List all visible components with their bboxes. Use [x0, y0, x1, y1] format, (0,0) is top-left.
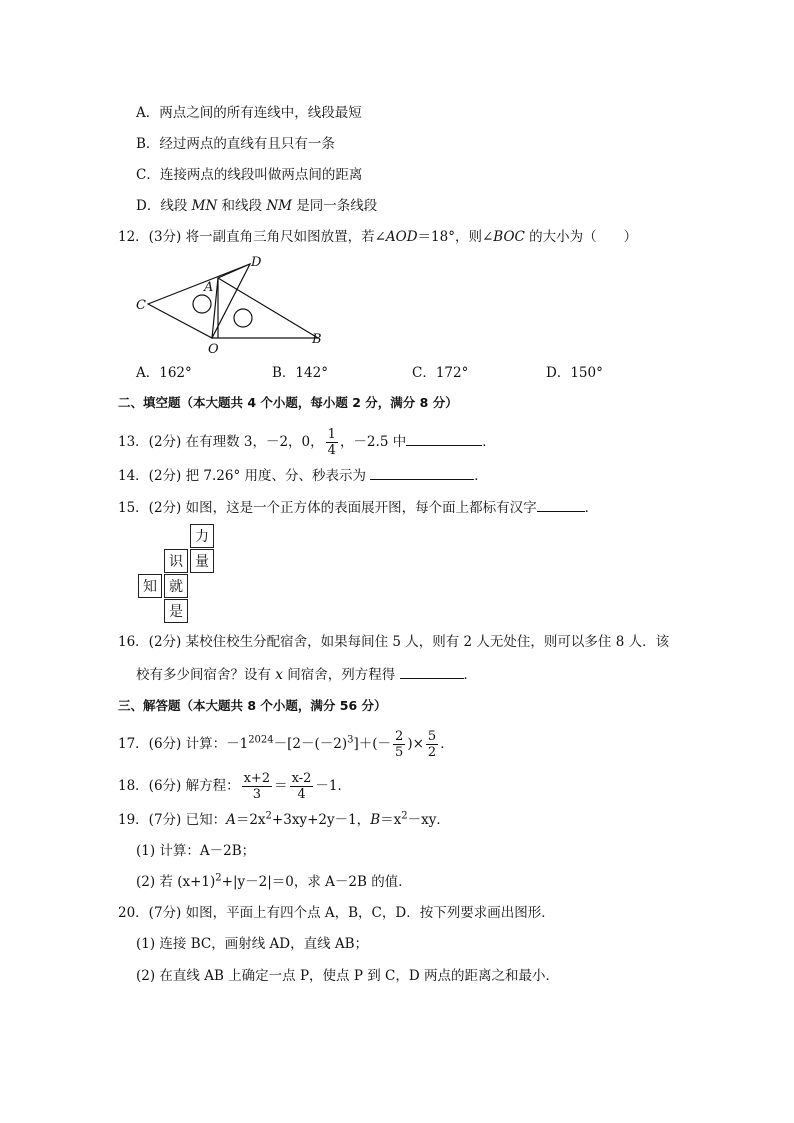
- q11-option-b: B．经过两点的直线有且只有一条: [136, 136, 335, 152]
- answer-blank-16[interactable]: [400, 664, 464, 679]
- fraction-one-quarter: $\frac{1}{4}$: [327, 427, 336, 458]
- net-cell-shi2: 是: [164, 599, 188, 623]
- section-3-heading: 三、解答题（本大题共 8 个小题，满分 56 分）: [118, 698, 387, 713]
- section-2-heading: 二、填空题（本大题共 4 个小题，每小题 2 分，满分 8 分）: [118, 395, 458, 410]
- cube-net-figure: [138, 524, 218, 624]
- net-cell-liang: 量: [190, 549, 214, 573]
- question-19-part-1: (1) 计算：A－2B；: [136, 843, 256, 859]
- question-12: 12．(3分) 将一副直角三角尺如图放置，若∠AOD＝18°，则∠BOC 的大小为（ ）: [118, 229, 638, 245]
- segment-ad: [218, 264, 250, 278]
- answer-blank-14[interactable]: [370, 465, 474, 480]
- label-a: A: [204, 280, 214, 295]
- net-cell-zhi: 知: [138, 574, 162, 598]
- net-cell-li: 力: [190, 524, 214, 548]
- question-13: 13．(2分) 在有理数 3，－2，0， $\frac{1}{4}$ ，－2.5 中 ．: [118, 427, 496, 458]
- question-20: 20．(7分) 如图，平面上有四个点 A，B，C，D．按下列要求画出图形．: [118, 905, 555, 921]
- question-20-part-2: (2) 在直线 AB 上确定一点 P，使点 P 到 C，D 两点的距离之和最小．: [136, 968, 559, 984]
- question-16-line-1: 16．(2分) 某校住校生分配宿舍，如果每间住 5 人，则有 2 人无处住，则可以多住 8 人．该: [118, 634, 670, 650]
- q11-option-c: C．连接两点的线段叫做两点间的距离: [136, 167, 363, 183]
- q11-option-d: D．线段 MN 和线段 NM 是同一条线段: [136, 198, 378, 214]
- question-19: 19．(7分) 已知：$A=2x^2+3xy+2y-1$，$B=x^2-xy$．: [118, 810, 450, 828]
- answer-blank-15[interactable]: [537, 497, 585, 512]
- label-d: D: [251, 255, 262, 270]
- ruler-hole-2: [234, 309, 252, 327]
- label-c: C: [136, 298, 146, 313]
- ruler-hole-1: [193, 295, 211, 313]
- question-14: 14．(2分) 把 7.26° 用度、分、秒表示为 ．: [118, 465, 488, 486]
- q11-option-a: A．两点之间的所有连线中，线段最短: [136, 105, 362, 121]
- question-19-part-2: (2) 若 $(x+1)^2+|y-2|=0$，求 A－2B 的值．: [136, 872, 412, 890]
- label-o: O: [208, 342, 219, 357]
- ruler-triangle-1: [148, 264, 250, 338]
- question-20-part-1: (1) 连接 BC，画射线 AD，直线 AB；: [136, 936, 369, 952]
- question-17: 17．(6分) 计算：$-1^{2024}-[2-(-2)^3]+(-$ $\frac{2}{5}$ )× $\frac{5}{2}$ ．: [118, 729, 454, 760]
- answer-blank-13[interactable]: [406, 431, 482, 446]
- q12-option-a: A．162°: [136, 365, 192, 381]
- triangle-rulers-figure: [134, 254, 334, 359]
- net-cell-jiu: 就: [164, 574, 188, 598]
- net-cell-shi: 识: [164, 549, 188, 573]
- q12-option-b: B．142°: [272, 365, 328, 381]
- question-16-line-2: 校有多少间宿舍？设有 x 间宿舍，列方程得 ．: [136, 664, 477, 685]
- q12-option-d: D．150°: [546, 365, 603, 381]
- q12-option-c: C．172°: [412, 365, 469, 381]
- label-b: B: [312, 332, 322, 347]
- question-18: 18．(6分) 解方程： $\frac{x+2}{3}$ ＝ $\frac{x-2}{4}$ －1．: [118, 771, 351, 802]
- question-15: 15．(2分) 如图，这是一个正方体的表面展开图，每个面上都标有汉字 ．: [118, 497, 598, 518]
